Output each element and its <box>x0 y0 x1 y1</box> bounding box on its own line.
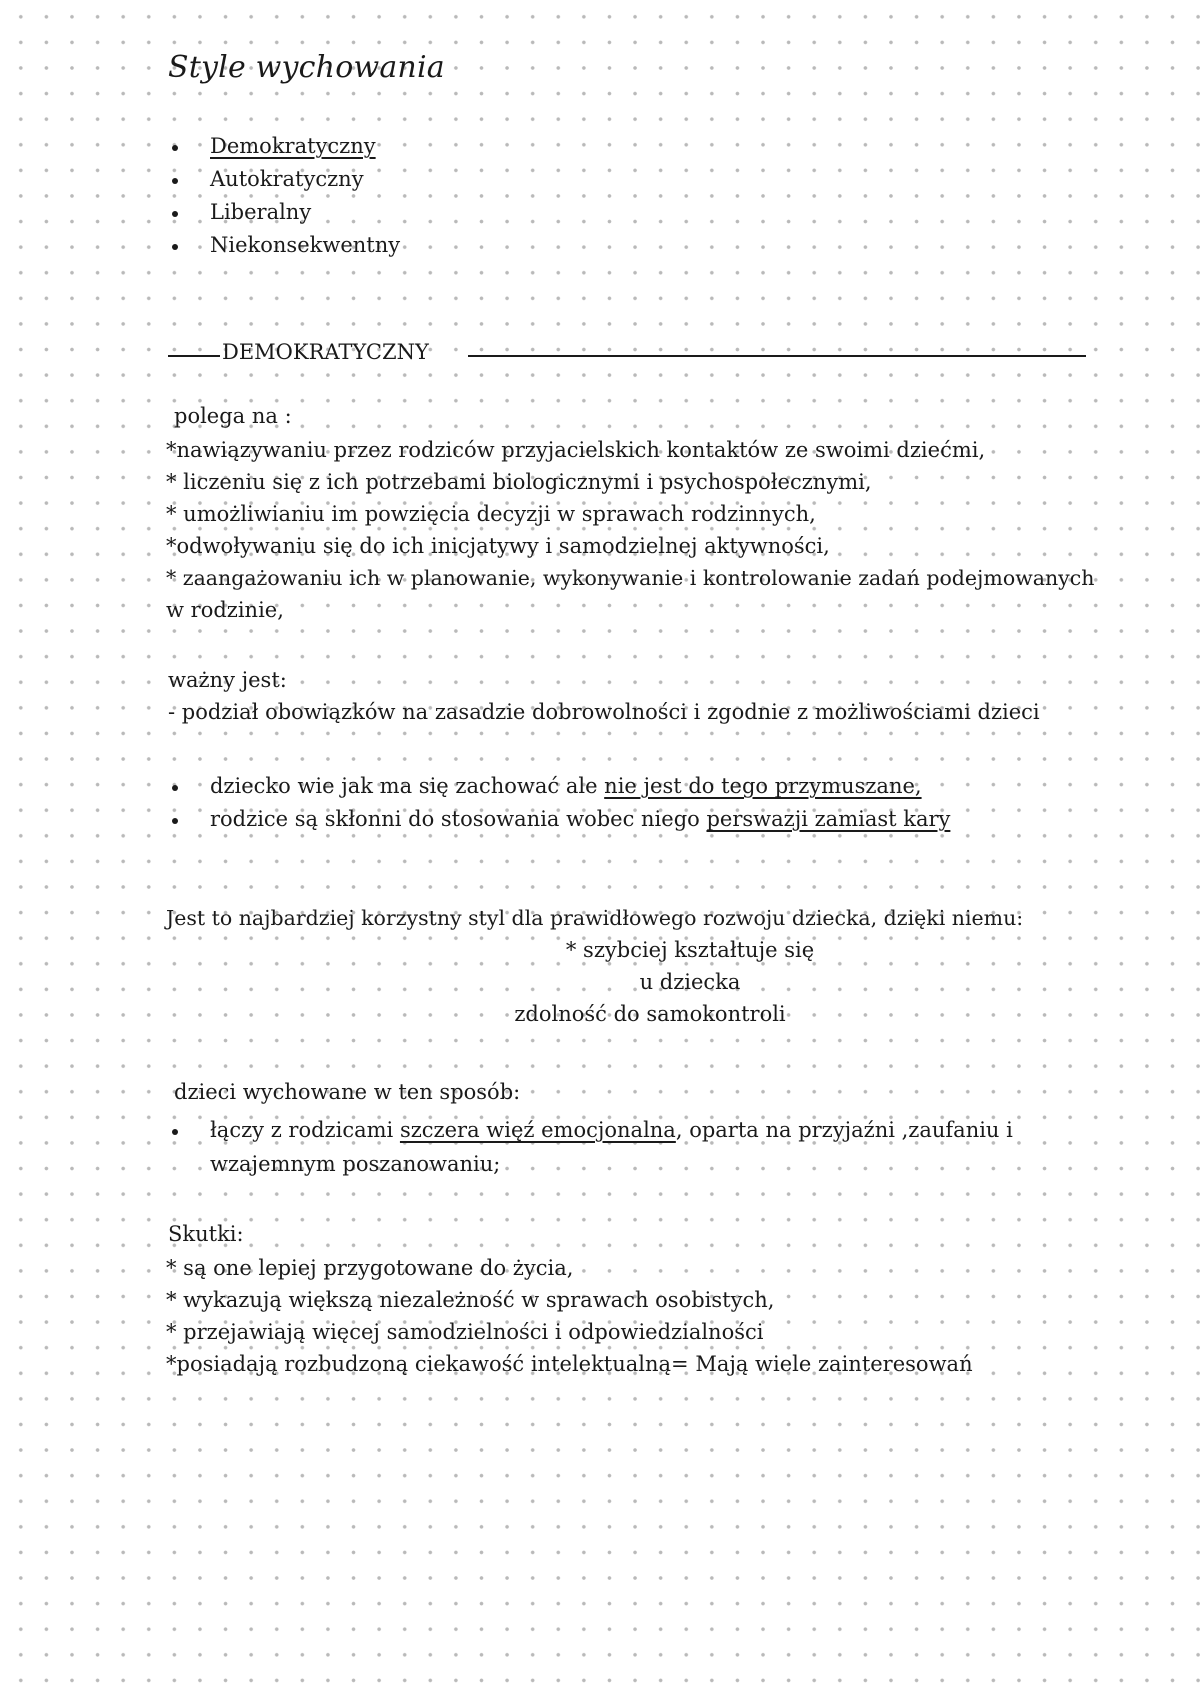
behaviour-list <box>170 770 950 836</box>
korzystny-line: zdolność do samokontroli <box>514 1002 786 1026</box>
list-item: Autokratyczny <box>170 163 400 196</box>
skutki-heading: Skutki: <box>168 1222 244 1246</box>
wazny-item: - podział obowiązków na zasadzie dobrowolności i zgodnie z możliwościami dzieci <box>168 700 1040 724</box>
skutki-item: *posiadają rozbudzoną ciekawość intelektualną= Mają wiele zainteresowań <box>166 1352 973 1376</box>
separator-line-left <box>168 355 220 357</box>
page-title: Style wychowania <box>168 50 445 85</box>
list-item: łączy z rodzicami szczera więź emocjonalna, oparta na przyjaźni ,zaufaniu i <box>170 1114 1013 1147</box>
polega-item: *nawiązywaniu przez rodziców przyjacielskich kontaktów ze swoimi dziećmi, <box>166 438 986 462</box>
polega-item: * umożliwianiu im powzięcia decyzji w sprawach rodzinnych, <box>166 502 816 526</box>
list-item: Demokratyczny <box>170 130 400 163</box>
styles-list <box>170 130 400 262</box>
dzieci-list <box>170 1114 1013 1147</box>
polega-item: * zaangażowaniu ich w planowanie, wykonywanie i kontrolowanie zadań podejmowanych <box>166 566 1095 590</box>
skutki-item: * wykazują większą niezależność w sprawach osobistych, <box>166 1288 775 1312</box>
korzystny-line: u dziecka <box>639 970 741 994</box>
polega-item: * liczeniu się z ich potrzebami biologicznymi i psychospołecznymi, <box>166 470 872 494</box>
list-item: Niekonsekwentny <box>170 229 400 262</box>
skutki-item: * są one lepiej przygotowane do życia, <box>166 1256 574 1280</box>
list-item: dziecko wie jak ma się zachować ale nie jest do tego przymuszane, <box>170 770 950 803</box>
dzieci-continuation: wzajemnym poszanowaniu; <box>210 1152 501 1176</box>
dzieci-heading: dzieci wychowane w ten sposób: <box>174 1080 521 1104</box>
list-item: rodzice są skłonni do stosowania wobec niego perswazji zamiast kary <box>170 803 950 836</box>
section-heading: DEMOKRATYCZNY <box>222 340 429 364</box>
wazny-heading: ważny jest: <box>168 668 287 692</box>
skutki-item: * przejawiają więcej samodzielności i odpowiedzialności <box>166 1320 764 1344</box>
polega-item: *odwoływaniu się do ich inicjatywy i samodzielnej aktywności, <box>166 534 830 558</box>
korzystny-line: Jest to najbardziej korzystny styl dla prawidłowego rozwoju dziecka, dzięki niemu: <box>166 906 1024 930</box>
polega-item: w rodzinie, <box>166 598 284 622</box>
korzystny-line: * szybciej kształtuje się <box>565 938 815 962</box>
separator-line-right <box>468 355 1086 357</box>
list-item: Liberalny <box>170 196 400 229</box>
polega-heading: polega na : <box>174 404 292 428</box>
